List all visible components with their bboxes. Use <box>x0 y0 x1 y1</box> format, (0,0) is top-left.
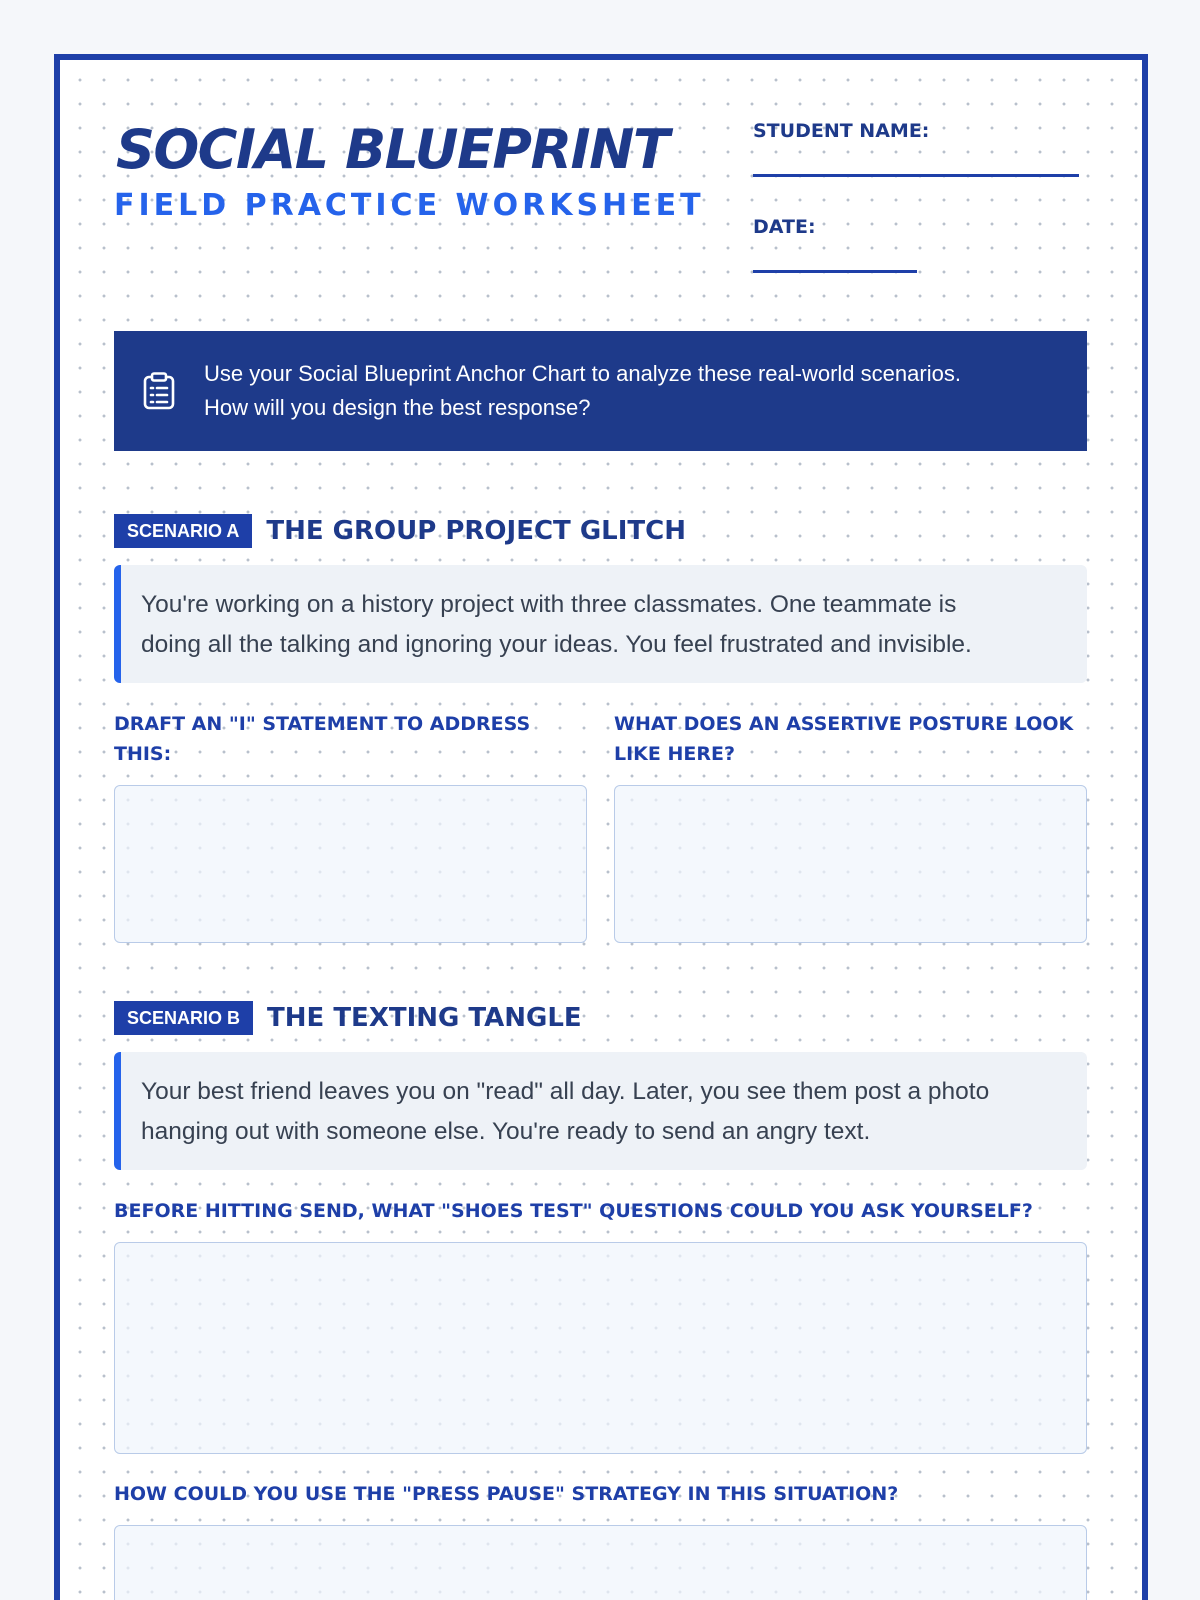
scenario-b-tag: SCENARIO B <box>114 1001 253 1035</box>
scenario-a-story-line-2: doing all the talking and ignoring your ideas. You feel frustrated and invisible. <box>141 631 972 658</box>
worksheet-page <box>54 54 1148 1600</box>
date-field[interactable] <box>753 270 917 273</box>
scenario-b-story <box>114 1052 1087 1170</box>
student-name-field[interactable] <box>753 174 1079 177</box>
scenario-b-answer-2[interactable] <box>114 1525 1087 1600</box>
scenario-b-answer-1[interactable] <box>114 1242 1087 1454</box>
scenario-a-question-2: WHAT DOES AN ASSERTIVE POSTURE LOOK LIKE HERE? <box>614 713 1074 765</box>
instructions-line-2: How will you design the best response? <box>204 395 591 420</box>
instructions-banner <box>114 331 1087 451</box>
instructions-text <box>204 357 961 425</box>
scenario-a-story <box>114 565 1087 683</box>
date-label: DATE: <box>753 216 816 238</box>
scenario-b-story-line-1: Your best friend leaves you on "read" all day. Later, you see them post a photo <box>141 1078 990 1105</box>
scenario-b-title: THE TEXTING TANGLE <box>267 1003 582 1033</box>
scenario-b-question-2: HOW COULD YOU USE THE "PRESS PAUSE" STRATEGY IN THIS SITUATION? <box>114 1483 899 1505</box>
worksheet-title: SOCIAL BLUEPRINT <box>116 118 669 181</box>
scenario-a-header <box>114 514 686 548</box>
scenario-b-question-1: BEFORE HITTING SEND, WHAT "SHOES TEST" QUESTIONS COULD YOU ASK YOURSELF? <box>114 1200 1033 1222</box>
scenario-a-story-line-1: You're working on a history project with three classmates. One teammate is <box>141 591 957 618</box>
clipboard-icon <box>114 372 204 410</box>
worksheet-subtitle: FIELD PRACTICE WORKSHEET <box>114 188 705 223</box>
scenario-b-story-line-2: hanging out with someone else. You're ready to send an angry text. <box>141 1118 871 1145</box>
scenario-a-answer-2[interactable] <box>614 785 1087 943</box>
scenario-a-tag: SCENARIO A <box>114 514 252 548</box>
scenario-a-question-1: DRAFT AN "I" STATEMENT TO ADDRESS THIS: <box>114 713 531 765</box>
scenario-a-answer-1[interactable] <box>114 785 587 943</box>
student-name-label: STUDENT NAME: <box>753 120 930 142</box>
scenario-a-title: THE GROUP PROJECT GLITCH <box>266 516 686 546</box>
instructions-line-1: Use your Social Blueprint Anchor Chart to analyze these real-world scenarios. <box>204 361 961 386</box>
scenario-b-header <box>114 1001 582 1035</box>
